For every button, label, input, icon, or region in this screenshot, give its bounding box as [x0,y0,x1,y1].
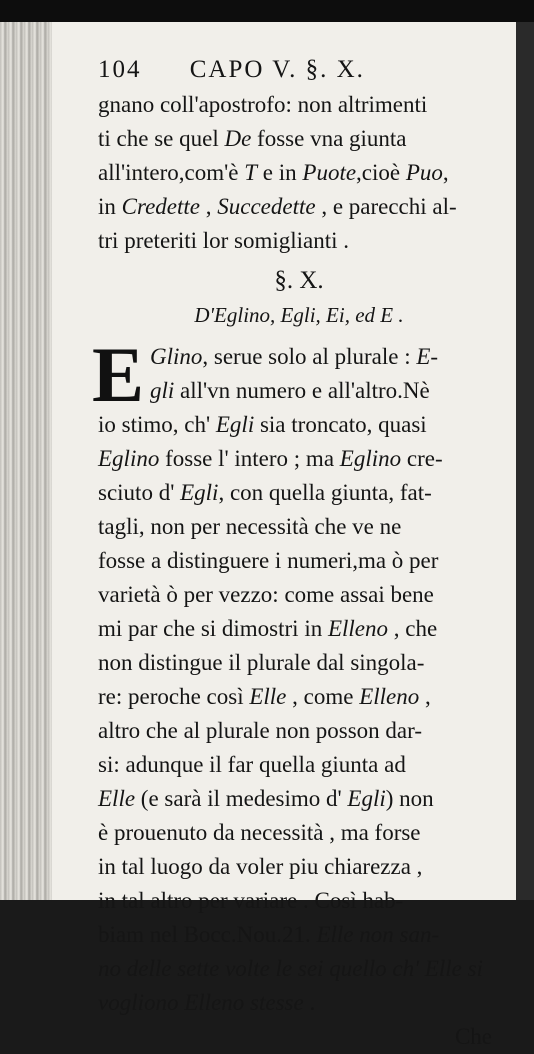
catchword: Che [454,1024,492,1049]
text-line: Eglino fosse l' intero ; ma Eglino cre- [98,446,443,471]
text-line: biam nel Bocc.Nou.21. Elle non san- [98,922,440,947]
text-line: gli all'vn numero e all'altro.Nè [150,378,430,403]
text-line: all'intero,com'è T e in Puote,cioè Puo, [98,160,449,185]
drop-cap-initial: E [92,331,145,418]
text-line: in Credette , Succedette , e parecchi al- [98,194,457,219]
scan-top-border [0,0,534,22]
text-line: gnano coll'apostrofo: non altrimenti [98,92,428,117]
running-title: CAPO V. §. X. [189,56,365,83]
section-heading: §. X. [274,267,324,294]
page-gutter-edges [0,22,52,900]
page-number: 104 [98,56,142,83]
running-header [98,52,500,88]
text-line: vogliono Elleno stesse . [98,990,316,1015]
text-line: fosse a distinguere i numeri,ma ò per [98,548,439,573]
text-line: è prouenuto da necessità , ma forse [98,820,421,845]
text-line: ti che se quel De fosse vna giunta [98,126,407,151]
section-subtitle: D'Eglino, Egli, Ei, ed E . [194,303,404,327]
text-line: no delle sette volte le sei quello ch' Elle si [98,956,483,981]
continuation-paragraph [98,88,500,258]
text-line: re: peroche così Elle , come Elleno , [98,684,431,709]
text-line: altro che al plurale non posson dar- [98,718,422,743]
text-line: Elle (e sarà il medesimo d' Egli) non [98,786,434,811]
text-line: si: adunque il far quella giunta ad [98,752,406,777]
text-line: non distingue il plurale dal singola- [98,650,425,675]
text-line: tri preteriti lor somiglianti . [98,228,350,253]
text-line: mi par che si dimostri in Elleno , che [98,616,438,641]
text-block [92,52,500,1054]
text-line: in tal luogo da voler piu chiarezza , [98,854,423,879]
text-line: varietà ò per vezzo: come assai bene [98,582,434,607]
body-paragraph [92,331,500,1020]
text-line: sciuto d' Egli, con quella giunta, fat- [98,480,432,505]
scan-right-border [516,22,534,900]
text-line: io stimo, ch' Egli sia troncato, quasi [98,412,427,437]
text-line: Glino, serue solo al plurale : E- [150,344,439,369]
text-line: in tal altro per variare . Così hab- [98,888,404,913]
text-line: tagli, non per necessità che ve ne [98,514,402,539]
